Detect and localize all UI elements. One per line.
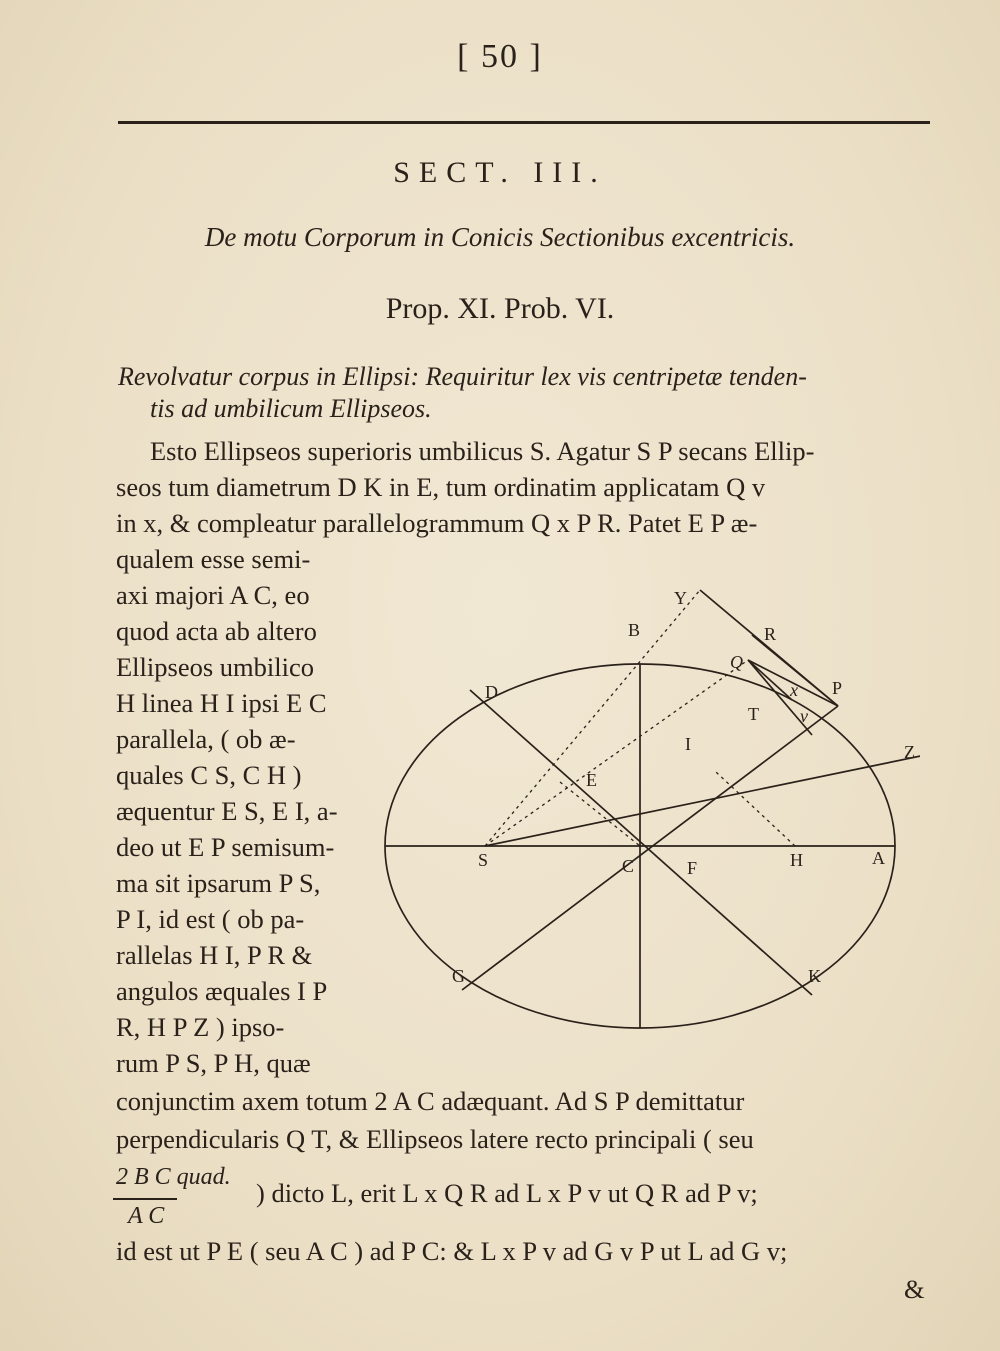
section-subtitle: De motu Corporum in Conicis Sectionibus excentricis. bbox=[204, 222, 796, 252]
label-F: F bbox=[687, 858, 698, 878]
text-line: id est ut P E ( seu A C ) ad P C: & L x P v ad G v P ut L ad G v; bbox=[116, 1236, 788, 1266]
text-line: conjunctim axem totum 2 A C adæquant. Ad S P demittatur bbox=[116, 1086, 745, 1116]
column-line: Ellipseos umbilico bbox=[116, 652, 314, 682]
proposition-heading: Prop. XI. Prob. VI. bbox=[385, 292, 615, 325]
text-line: seos tum diametrum D K in E, tum ordinatim applicatam Q v bbox=[116, 472, 766, 502]
column-line: H linea H I ipsi E C bbox=[116, 688, 327, 718]
column-line: rum P S, P H, quæ bbox=[116, 1048, 311, 1078]
column-line: æquentur E S, E I, a- bbox=[116, 796, 338, 826]
label-x: x bbox=[790, 680, 798, 700]
label-S: S bbox=[478, 850, 489, 870]
catchword: & bbox=[904, 1274, 925, 1304]
dotted-HI bbox=[716, 772, 795, 846]
label-D: D bbox=[485, 682, 498, 702]
section-title: SECT. III. bbox=[393, 156, 607, 189]
column-line: P I, id est ( ob pa- bbox=[116, 904, 305, 934]
label-v: v bbox=[800, 706, 808, 726]
column-line: R, H P Z ) ipso- bbox=[116, 1012, 285, 1042]
diameter-GP bbox=[462, 706, 838, 990]
label-K: K bbox=[808, 966, 821, 986]
text-line: Esto Ellipseos superioris umbilicus S. Agatur S P secans Ellip- bbox=[150, 436, 815, 466]
label-Q: Q bbox=[730, 652, 743, 672]
page-number: [ 50 ] bbox=[457, 38, 543, 75]
column-line: parallela, ( ob æ- bbox=[116, 724, 296, 754]
label-E: E bbox=[586, 770, 597, 790]
label-R: R bbox=[764, 624, 777, 644]
column-line: ma sit ipsarum P S, bbox=[116, 868, 321, 898]
label-C: C bbox=[622, 856, 635, 876]
statement-line: Revolvatur corpus in Ellipsi: Requiritur lex vis centripetæ tenden- bbox=[118, 362, 807, 391]
ellipse-diagram bbox=[380, 578, 920, 1040]
column-line: quod acta ab altero bbox=[116, 616, 317, 646]
column-line: axi majori A C, eo bbox=[116, 580, 310, 610]
label-P: P bbox=[832, 678, 843, 698]
text-line: ) dicto L, erit L x Q R ad L x P v ut Q R ad P v; bbox=[256, 1178, 758, 1208]
text-line: perpendicularis Q T, & Ellipseos latere recto principali ( seu bbox=[116, 1124, 754, 1154]
dotted-EC bbox=[560, 782, 640, 846]
label-I: I bbox=[685, 734, 691, 754]
fraction-bar bbox=[113, 1198, 177, 1200]
label-G: G bbox=[452, 966, 465, 986]
fraction-denominator: A C bbox=[128, 1203, 165, 1229]
column-line: qualem esse semi- bbox=[116, 544, 311, 574]
column-line: deo ut E P semisum- bbox=[116, 832, 335, 862]
header-rule bbox=[118, 121, 930, 124]
label-B: B bbox=[628, 620, 641, 640]
label-H: H bbox=[790, 850, 803, 870]
label-T: T bbox=[748, 704, 759, 724]
label-Z: Z bbox=[904, 742, 915, 762]
column-line: rallelas H I, P R & bbox=[116, 940, 313, 970]
column-line: quales C S, C H ) bbox=[116, 760, 302, 790]
column-line: angulos æquales I P bbox=[116, 976, 328, 1006]
label-A: A bbox=[872, 848, 885, 868]
statement-line: tis ad umbilicum Ellipseos. bbox=[150, 394, 432, 423]
fraction-numerator: 2 B C quad. bbox=[116, 1164, 231, 1190]
line-SP-Z bbox=[485, 752, 920, 846]
label-Y: Y bbox=[674, 588, 687, 608]
text-line: in x, & compleatur parallelogrammum Q x P R. Patet E P æ- bbox=[116, 508, 758, 538]
